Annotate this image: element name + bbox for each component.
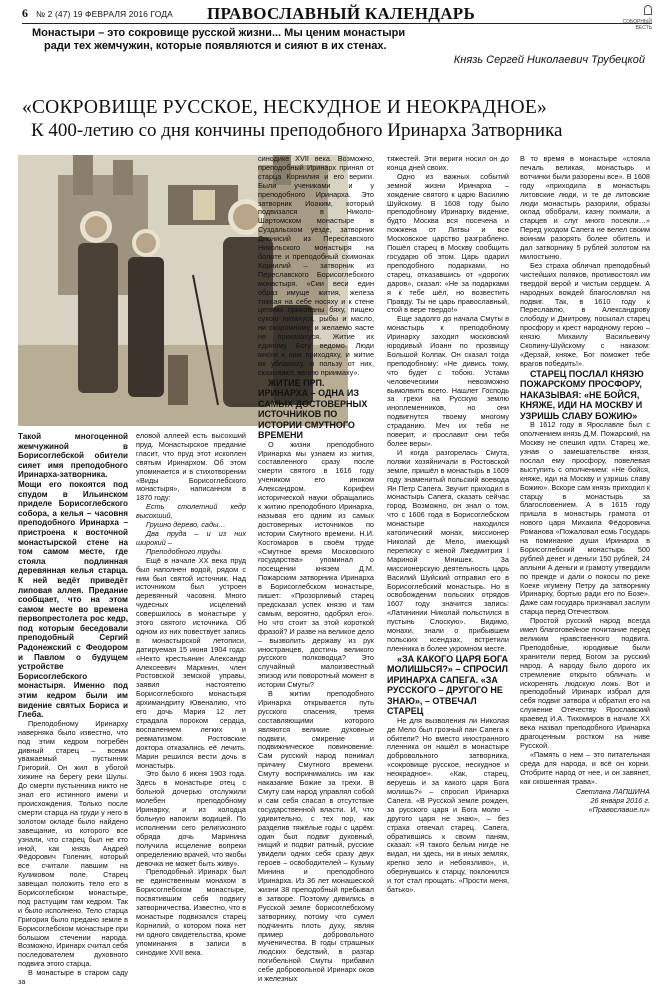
poem-line: Два пруда – и из них широкий – — [136, 528, 246, 547]
paragraph: еловой аллеей есть высохший пруд. Монастырское предание гласит, что пруд этот ископлен святым Иринархом. Об этом упоминается и в стихотворении «Виды Борисоглебского монастыря», написанном в 1870 году: — [136, 431, 246, 503]
church-dome-icon — [644, 5, 652, 15]
paragraph: И когда разгорелась Смута, поляки хозяйничали в Ростовской земле, пришёл в монастырь в 1609 году знаменитый польский воевода Ян Петр Сапега. Звучит приходил в монастырь Сапега, сказать сейчас город. Возможно, он знал о том, что с 1606 года в Борисоглебском монастыре находился католический монах, миссионер Николай де Мело, имеющий переписку с женой Лжедмитрия I Мариной Мнишек. За миссионерскую деятельность царь Василий Шуйский отправил его в Борисоглебский монастырь. Но в освобождении польских отрядов 1607 году значится запись: «Латининии Николай польстился в пустынь Слоскую». Видимо, монахи, знали о прибывшем польских ксендзах, встретили пленника в более укромном месте. — [387, 447, 509, 653]
section-subhead: ЖИТИЕ ПРП. ИРИНАРХА – ОДНА ИЗ САМЫХ ДОСТОВЕРНЫХ ИСТОЧНИКОВ ПО ИСТОРИИ СМУТНОГО ВРЕМЕНИ — [258, 377, 368, 441]
section-subhead: «ЗА КАКОГО ЦАРЯ БОГА МОЛИШЬСЯ?» – СПРОСИЛ ИРИНАРХА САПЕГА. «ЗА РУССКОГО – ДРУГОГО НЕ ЗНАЮ», – ОТВЕЧАЛ СТАРЕЦ — [387, 653, 508, 717]
brand-logo — [616, 5, 652, 31]
paragraph: Без страха обличал преподобный чистейших поляков, противостоял им твердой верой и чистым сердцем. А народных вождей благословлял на подвиг. Так, в 1610 году к Переславлю, в Александрову слободу и Дмитрову, посылал старец просфору и крест народному герою – князю Михаилу Васильевичу Скопину-Шуйскому с наказом: «Дерзай, княже, Бог поможет тебе врагов победить!». — [520, 260, 650, 368]
paragraph: «Память о нем – это питательная среда для народа, и всё он корни. Отобрите народ от нее, и он завянет, как скошенная трава». — [520, 749, 650, 786]
paragraph: В то время в монастыре «стояла печаль великая, монастырь и вотчинки были разорены все». В 1608 году «приходила в монастырь литовские люди, и те де литовские люди монастырь разорили, образы оклад обобрали, казну поимали, а старцев и слуг много посекли…» Перед уходом Сапега не велел своим воинам разорять более обитель и дал затворнику 5 рублей золотом на милостыню. — [520, 154, 650, 261]
lead-paragraph: Такой многоценной жемчужиной в Борисоглебской обители сияет имя преподобного Иринарха-затворника. Мощи его покоятся под спудом в Ильинском приделе Борисоглебского собора, а келья – часовня преподобного Иринарха – пристроена к восточной монастырской стене на том самом месте, где стояла подлинная деревянная келья старца. К ней ведёт приведёт липовая аллея. Предание сообщает, что на этом самом месте во времена первопрестолета рос кедр, под которым беседовали преподобный Сергий Радонежский с Феодором и Павлом о будущем устройстве Борисоглебского монастыря. Именно под этим кедром были им видение святых Бориса и Глеба. — [18, 432, 128, 720]
article-headline: «СОКРОВИЩЕ РУССКОЕ, НЕСКУДНОЕ И НЕОКРАДНОЕ» — [22, 97, 547, 118]
column-4 — [387, 155, 509, 895]
page-number: 6 — [22, 6, 28, 20]
article-date: 26 января 2016 г. — [590, 796, 650, 806]
paragraph: Это было 6 июня 1903 года. Здесь в монастыре отец с больной дочерью отслужили молебен преподобному Иринарху, и из колодца больную напоили водицей. По исполнении сего религиозного обряда дочь Маринина получила исцеление вопреки определению врачей, что якобы девочка не может быть живу». — [136, 769, 246, 868]
paragraph: тяжестей. Эти вериги носил он до конца дней своих. — [387, 154, 509, 172]
paragraph: Еще задолго до начала Смуты в монастырь к преподобному Иринарху заходил московский юродивый Иоанн по прозвищу Большой Колпак. Он сказал тогда преподобному: «Не дивись тому, что будет с тобою. Устами человеческими невозможно вымолвить всего. Нашлет Господь за грехи на Русскую землю иноплеменников, но они подвигнутся твоему многому страданию. Меч их тебя не поверит, и прославит они тебя более веры». — [387, 314, 509, 448]
issue-info: № 2 (47) 19 ФЕВРАЛЯ 2016 ГОДА — [36, 9, 173, 19]
paragraph: В житии преподобного Иринарха открывается путь русского спасения, тремя составляющими которого являются великие духовные подвиги, смирение и подвижническое повиновение. Сам русский народ понимал причину Смутного времени. Смуту воспринимались им как наказание Божие за грехи. В Смуту сам народ управлял собой и сам себя спасал в отсутствие государственной власти. И, что удивительно, с тех пор, как разделив тяжёлые годы с царём: один был подвиг духовный, нищий и подвиг ратный, русские увидели одних себя сразу двух героев – освободителей – Кузьму Минина и преподобного Иринарха. Из 36 лет монашеской жизни 38 преподобный пребывал в затворе. Поэтому дивились в Русской земле борисоглебскому затворнику, потому что сумел подчинить плоть духу, являя пример добровольного мученичества. В годы страшных людских бедствий, в разгар погибельной Смуты прибавил себе добровольной Иринарх оков и железных — [258, 689, 374, 984]
column-1 — [18, 432, 128, 987]
author-name: Светлана ЛАПШИНА — [575, 787, 650, 797]
poem-line: Есть столетний кедр высохший, — [136, 502, 246, 521]
page-header — [22, 4, 652, 31]
paragraph: Не для вызволения ли Николая де Мело был грозный пан Сапега к обители? Но вместо иностранного пленника он нашёл в монастыре добровольного затворника, «сокровище русское, нескудное и неокрадное». «Как, старец, веруешь и за какого царя Бога молишь?» – спросил Иринарха Сапега. «В Русской земле рожден, за русского царя и Бога молю – другого царя не знаю», – без страха отвечал старец. Сапега, обратившись к своим паням, сказал: «Я такого белым нигде не видал, ни здесь, ни в иных землях, крепко зело и небоязливо», и, обернувшись к старцу, поклонился и тот стал прощать: «Прости меня, батько». — [387, 715, 509, 894]
article-source: «Православие.ru» — [588, 805, 650, 815]
epigraph — [32, 27, 632, 53]
paragraph: Ещё в начале XX века пруд был наполнен водой, рядом с ним был святой источник. Над источником был устроен деревянный часовня. Много чудесных исцелений совершилось в монастыре у этого святого источника. Об одном из них повествует запись в монастырской летописи, датируемая 15 июня 1904 года: «Некто крестьянин Александр Алексеевич Маринин, член Ростовской земской управы, заявил настоятелю Борисоглебского монастыря архимандриту Ювеналию, что его дочь Мария 12 лет страдала пороком сердца, воспалением легких и ревматизмом. Ростовские доктора отказались её лечить. Марин решился вести дочь в монастырь. — [136, 555, 246, 770]
epigraph-author: Князь Сергей Николаевич Трубецкой — [453, 54, 645, 66]
paragraph: О жизни преподобного Иринарха мы узнаем из жития, составленного сразу после смерти святого в 1616 году учеником его иноком Александром. Корифеи исторической науки обращались к житию преподобного Иринарха, называя его одним из самых достоверных источников по истории Смутного времени. Н.И. Костомаров в своём труде «Смутное время Московского государства» упоминал о посещении князем Д.М. Пожарским затворника Иринарха в Борисоглебском монастыре, пишет: «Прозорливый старец предсказал успех князю и там самым, вероятно, одобрял его». Но что стоит за этой короткой фразой? И разве на великое дело – вызволить державу из рук иностранцев, достичь великого русского полководца? Это случайный малоизвестный эпизод или поворотный момент в истории Смуты? — [258, 439, 375, 690]
epigraph-line-1: Монастыри – это сокровище русской жизни... Мы ценим монастыри — [32, 27, 406, 39]
paragraph: Одно из важных событий земной жизни Иринарха – хождение святого к царю Василию Шуйскому. В 1608 году было преподобному Иринарху видение, будто Москва вся посечена и пожжена от Литвы и все Московское царство разграблено. Пошёл старец в Москву сообщить государю об этом. Царь одарил преподобного подарками, но старец, отказавшись от «дорогих даров», сказал: «Не за подарками я к тебе шёл, но возвестить Правду. Ты не царь православный, стой в вере твердо!» — [387, 171, 509, 315]
paragraph: В монастыре в старом саду за — [18, 968, 128, 987]
poem-line: Грушно дерево, сады… — [146, 520, 226, 530]
poem-line: Преподобного труды. — [146, 546, 223, 556]
column-2 — [136, 432, 246, 957]
section-title: ПРАВОСЛАВНЫЙ КАЛЕНДАРЬ — [207, 4, 476, 23]
paragraph: Преподобный Иринарх был не единственным монахом в Борисоглебском монастыре, посвятившим себя подвигу затворничества. Известно, что в монастыре подвизался старец Корнилий, о котором пока нет ни одного свидетельства, кроме упоминания в записи в синодике XVII века. — [136, 867, 246, 957]
column-5 — [520, 155, 650, 815]
paragraph: В 1612 году в Ярославле был с ополчением князь Д.М. Пожарский, на Москву не спешил идти. Старец же, узнав о замешательстве князя, послал ему просфору, повелевая выступить с ополчением: «Не бойся, княже, иди на Москву и узришь славу Божию». Вскоре сам князь приходил к старцу в монастырь за благословением. А в 1615 году пришла в монастырь грамота от нового царя Михаила Фёдоровича Романова «Пожаловал есмь Государь на поминание души Иринарха в Борисоглебский монастырь 500 рублей денег и деньги 150 рублей, 24 аплыни А деньги и грамоту утвердили по прежде и дали о покосы по реке Коеке игумену Петру да затворнику Иринарху, бортью ради его по Бозе». Даже сам государь признавал заслуги старца перед Отечеством. — [520, 420, 650, 617]
paragraph: синодике XVII века. Возможно, преподобный Иринарх принял от старца Корнилия и его вериги. Были учениками и у преподобного Иринарха. Это затворник Иоаким, который подвизался в Николо-Шартомском монастыре в Суздальском уезде, затворник Дионисий из Переславского Никольского монастыря на болоте и преподобный схимонах Корнилий – затворник из Переславского Борисоглебского монастыря. «Сии веси един образ имуще жития, железа тяжкая на себе носяху и к стене цепями прикованы бяху, пищею сухою питахуся, рыбы и масло, ни скоромному, и желаемо яасте не приказахуся. Житие их единому Богу ведомо. Люди многи к ним приходяху, и житие их убламаху, и пользу от них, сказывают, велию приимаху». — [258, 154, 374, 377]
paragraph: Преподобному Иринарху наверняка было известно, что под этим кедром погребён дивный старец – всеми уважаемый пустынник Григорий. Он жил в убогой хижине на берегу реки Шулы. До смерти пустынника никто не знал его истинного имени и происхождения. Только после смерти старца на груди у него в золотом окладе было найдено завещание, из которого все узнали, что старец был не кто иной, как князь Андрей Фёдорович Голенин, который все считали павшим на Куликовом поле. Старец завещал положить тело его в Борисоглебском монастыре, под растущим там кедром. Так и было исполнено. Тело старца Григория было предано земле в Борисоглебском монастыре при большом стечении народа. Возможно, Иринарх считал себя последователем духовного подвига этого старца. — [18, 718, 128, 969]
paragraph: Простой русский народ всегда имел благоговейное почитание перед великим нравственного подвига. Преподобные, юродивые были хранители перед Богом за русский народ. А народу было дорого их стремление открыто обличать и искоренять людскую ложь. Вот и преподобный Иринарх избрал для себя подвиг затвора и обратил его на служение Отечеству. Ярославский краевед И.А. Тихомиров в начале XX века назвал преподобного Иринарха драгоценным ростком на ниве Русской. — [520, 616, 650, 750]
section-subhead: СТАРЕЦ ПОСЛАЛ КНЯЗЮ ПОЖАРСКОМУ ПРОСФОРУ, НАКАЗЫВАЯ: «НЕ БОЙСЯ, КНЯЖЕ, ИДИ НА МОСКВУ И УЗРИШЬ СЛАВУ БОЖИЮ» — [520, 368, 644, 421]
article-subheadline: К 400-летию со дня кончины преподобного Иринарха Затворника — [31, 120, 563, 141]
epigraph-line-2: ради тех жемчужин, которые появляются и сияют в их стенах. — [44, 40, 387, 52]
author-signature — [520, 788, 650, 815]
column-3 — [258, 155, 374, 984]
brand-text: СОБОРНЫЙ ВЕСТЬ — [622, 19, 652, 31]
